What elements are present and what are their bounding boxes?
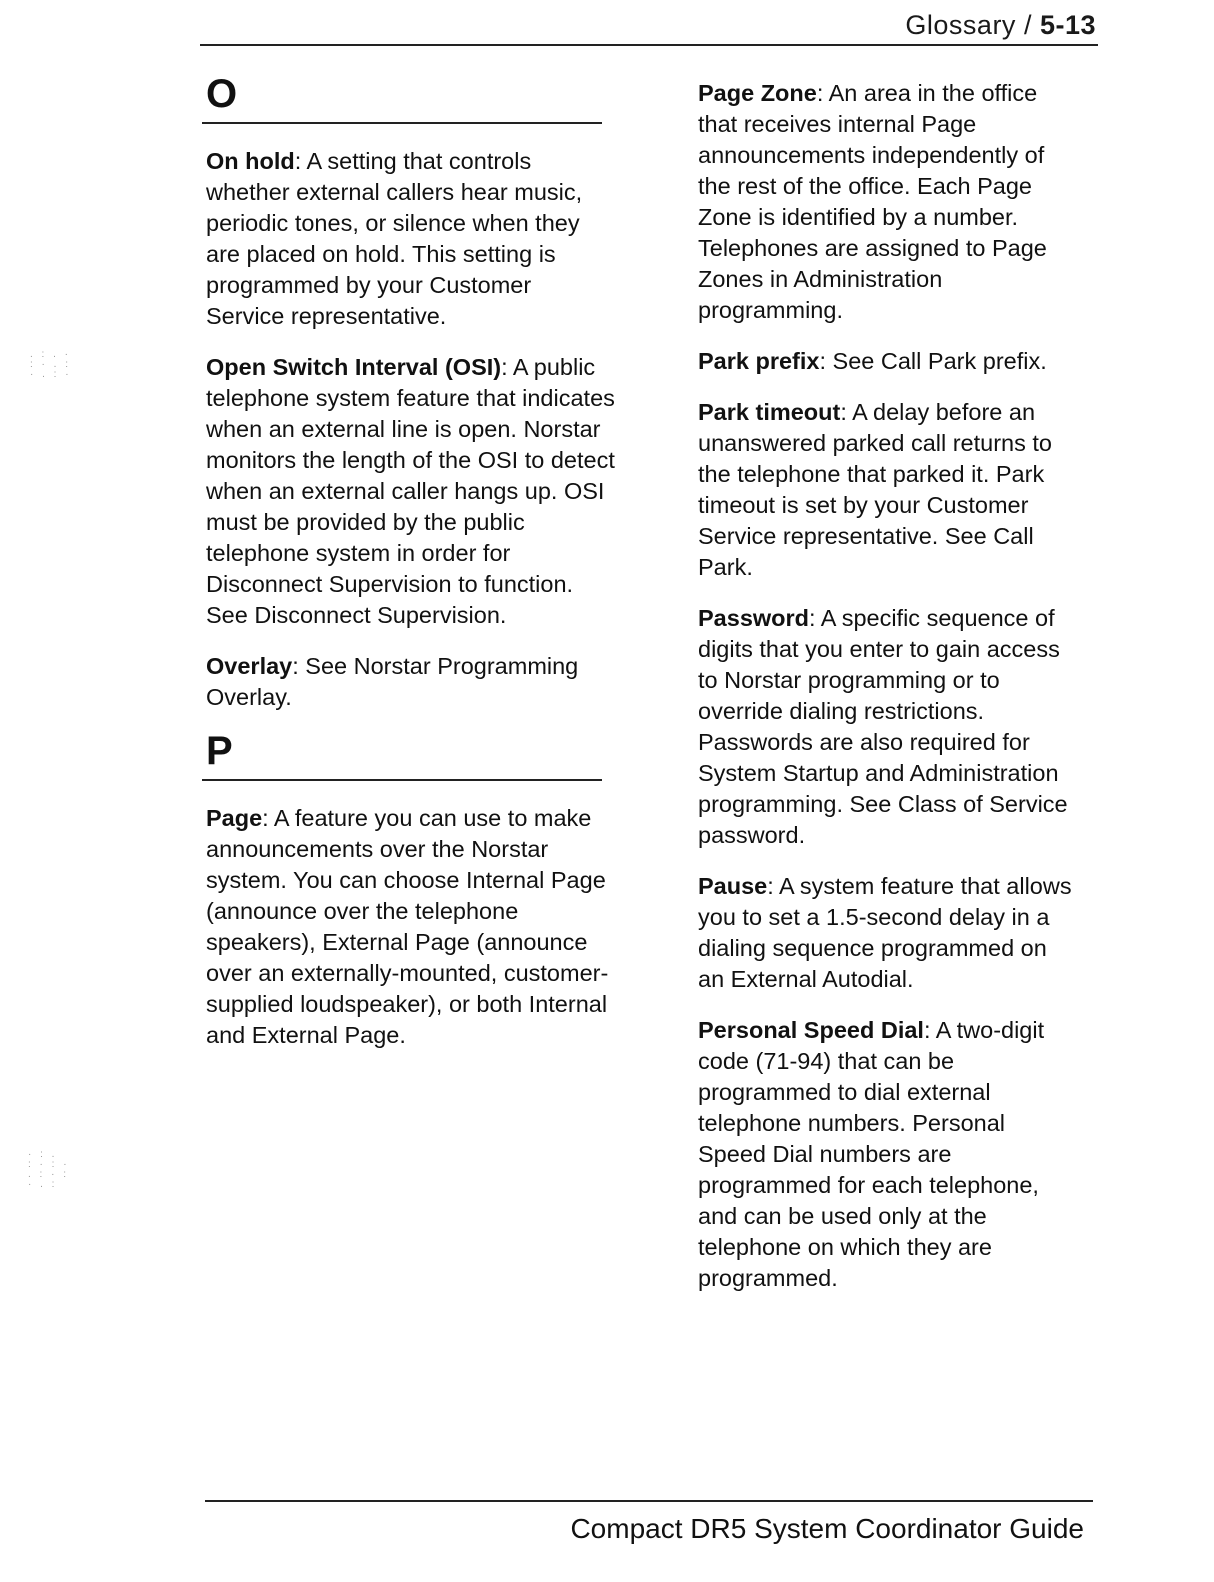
entry-term: Pause (698, 873, 768, 899)
entry-definition: : See Call Park prefix. (819, 348, 1047, 374)
entry-term: Open Switch Interval (OSI) (206, 354, 502, 380)
scan-noise: · : . : · : · . : · : · . : (28, 1149, 70, 1190)
left-column (206, 70, 616, 1071)
header-rule (200, 44, 1098, 46)
entry-definition: : A system feature that allows you to set a 1.5-second delay in a dialing sequence programmed on an External Autodial. (698, 873, 1072, 992)
glossary-entry-osi (206, 352, 616, 631)
entry-term: Page (206, 805, 263, 831)
entry-definition: : See Norstar Programming Overlay. (206, 653, 579, 710)
entry-term: Page Zone (698, 80, 817, 106)
header-separator: / (1015, 10, 1040, 40)
glossary-entry-password (698, 603, 1078, 851)
header-page-number: 5-13 (1039, 10, 1096, 40)
entry-term: Overlay (206, 653, 293, 679)
entry-definition: : A specific sequence of digits that you enter to gain access to Norstar programming or to override dialing restrictions. Passwords are also required for System Startup and Administration programming. See Class of Service password. (698, 605, 1068, 848)
entry-definition: : A two-digit code (71-94) that can be programmed to dial external telephone numbers. Personal Speed Dial numbers are programmed for each telephone, and can be used only at the telephone on which they are programmed. (698, 1017, 1045, 1291)
entry-term: Personal Speed Dial (698, 1017, 924, 1043)
glossary-entry-park-timeout (698, 397, 1078, 583)
entry-definition: : A delay before an unanswered parked call returns to the telephone that parked it. Park timeout is set by your Customer Service representative. See Call Park. (698, 399, 1053, 580)
entry-term: Park prefix (698, 348, 820, 374)
glossary-entry-page-zone (698, 78, 1078, 326)
header-title-text: Glossary (905, 10, 1016, 40)
entry-definition: : A public telephone system feature that indicates when an external line is open. Norstar monitors the length of the OSI to detect when an external caller hangs up. OSI must be provided by the public telephone system in order for Disconnect Supervision to function. See Disconnect Supervision. (206, 354, 615, 628)
entry-definition: : An area in the office that receives internal Page announcements independently of the rest of the office. Each Page Zone is identified by a number. Telephones are assigned to Page Zones in Administration programming. (698, 80, 1047, 323)
footer-rule (205, 1500, 1093, 1502)
section-rule-p (202, 779, 602, 781)
glossary-entry-park-prefix (698, 346, 1078, 377)
entry-definition: : A setting that controls whether external callers hear music, periodic tones, or silence when they are placed on hold. This setting is programmed by your Customer Service representative. (206, 148, 583, 329)
page-header (905, 10, 1096, 41)
glossary-entry-personal-speed-dial (698, 1015, 1078, 1294)
entry-term: On hold (206, 148, 295, 174)
entry-term: Park timeout (698, 399, 841, 425)
entry-term: Password (698, 605, 810, 631)
glossary-entry-on-hold (206, 146, 616, 332)
section-letter-o: O (206, 72, 238, 116)
glossary-entry-overlay (206, 651, 616, 713)
footer-title: Compact DR5 System Coordinator Guide (570, 1513, 1084, 1544)
section-rule-o (202, 122, 602, 124)
glossary-entry-pause (698, 871, 1078, 995)
section-letter-p: P (206, 729, 233, 773)
scan-noise: . : . · : · . : · . : · (30, 349, 72, 380)
glossary-entry-page (206, 803, 616, 1051)
entry-definition: : A feature you can use to make announcements over the Norstar system. You can choose Internal Page (announce over the telephone speakers), External Page (announce over an externally-mounted, customer-supplied loudspeaker), or both Internal and External Page. (206, 805, 609, 1048)
right-column (698, 78, 1078, 1314)
